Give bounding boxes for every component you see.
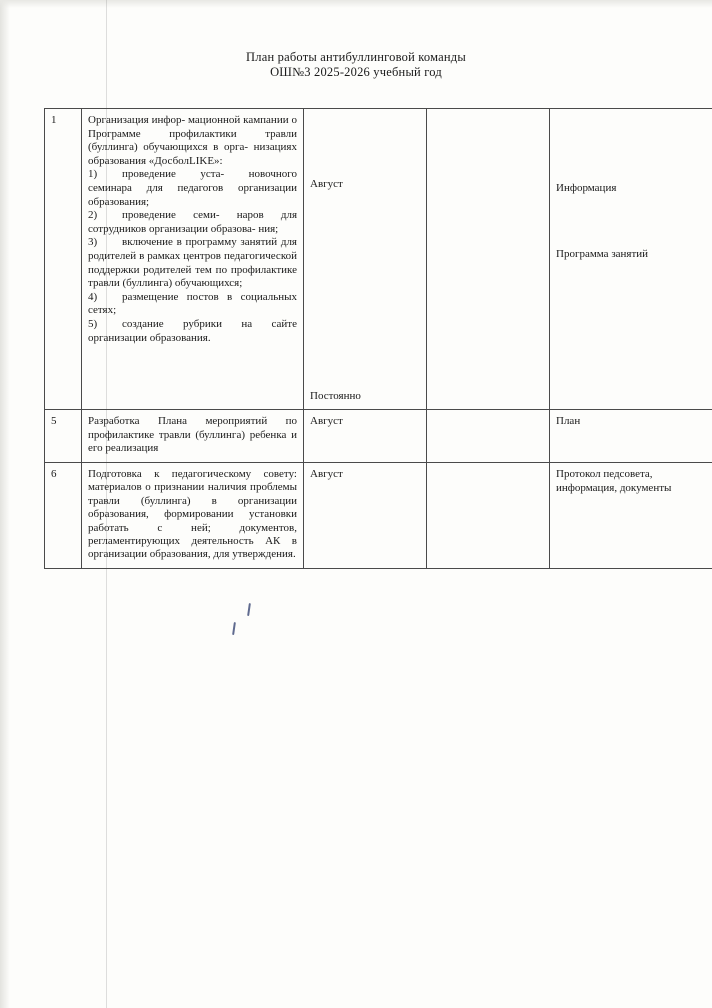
- row-result: [550, 109, 712, 410]
- row-result-spacer: [556, 196, 711, 248]
- list-marker: 2): [88, 209, 98, 222]
- row-timing-first: Август: [310, 415, 343, 428]
- title-line-1: План работы антибуллинговой команды: [246, 50, 466, 64]
- list-text: проведение семи- наров для сотрудников организации образова- ния;: [88, 209, 297, 235]
- table-row: [45, 410, 712, 463]
- table-row: [45, 462, 712, 568]
- list-text: создание рубрики на сайте организации образования.: [88, 317, 297, 344]
- row-description-intro: Подготовка к педагогическому совету: материалов о признании наличия проблемы травли (буллинга) в организации образования, формировании установки работать с ней; документов, регламентирующих деятельность АК в организации образования, для утверждения.: [88, 467, 297, 561]
- list-marker: 4): [88, 290, 98, 303]
- row-result: [550, 410, 712, 463]
- row-list-item: [88, 236, 297, 290]
- row-list-item: [88, 318, 297, 345]
- row-number: 6: [45, 462, 82, 568]
- row-description-intro: Организация инфор- мационной кампании о Программе профилактики травли (буллинга) обучающихся в орга- низациях образования «ДосболLIKE»:: [88, 114, 297, 167]
- pen-stroke-mark: [232, 622, 235, 635]
- row-blank-column: [427, 462, 550, 568]
- row-result: [550, 462, 712, 568]
- row-number: 1: [45, 109, 82, 410]
- row-description: [82, 410, 304, 463]
- row-result-first: Протокол педсовета, информация, документы: [556, 467, 672, 494]
- list-marker: 1): [88, 168, 98, 181]
- row-timing: [304, 109, 427, 410]
- scan-edge-shadow: [0, 0, 10, 1008]
- list-text: размещение постов в социальных сетях;: [88, 290, 297, 317]
- plan-table: [44, 108, 712, 569]
- row-description: [82, 462, 304, 568]
- row-timing-second: Постоянно: [310, 389, 361, 402]
- pen-stroke-mark: [247, 603, 250, 616]
- row-list-item: [88, 168, 297, 209]
- row-timing: [304, 410, 427, 463]
- row-number: 5: [45, 410, 82, 463]
- list-marker: 5): [88, 317, 98, 330]
- list-text: проведение уста- новочного семинара для педагогов организации образования;: [88, 168, 297, 208]
- row-result-first: Информация: [556, 182, 617, 194]
- row-blank-column: [427, 410, 550, 463]
- row-description: [82, 109, 304, 410]
- list-text: включение в программу занятий для родителей в рамках центров педагогической поддержки родителей тем по профилактике травли (буллинга) обучающихся;: [88, 236, 297, 290]
- title-line-2: ОШ№3 2025-2026 учебный год: [270, 65, 442, 79]
- row-list-item: [88, 291, 297, 318]
- row-blank-column: [427, 109, 550, 410]
- row-timing: [304, 462, 427, 568]
- document-title: [0, 50, 712, 80]
- table-row: [45, 109, 712, 410]
- row-result-second: Программа занятий: [556, 247, 649, 260]
- row-result-first: План: [556, 415, 581, 428]
- row-list-item: [88, 209, 297, 236]
- row-description-intro: Разработка Плана мероприятий по профилактике травли (буллинга) ребенка и его реализация: [88, 415, 297, 455]
- row-timing-first: Август: [310, 178, 343, 190]
- list-marker: 3): [88, 236, 98, 249]
- scan-edge-shadow-top: [0, 0, 712, 8]
- row-timing-first: Август: [310, 467, 343, 480]
